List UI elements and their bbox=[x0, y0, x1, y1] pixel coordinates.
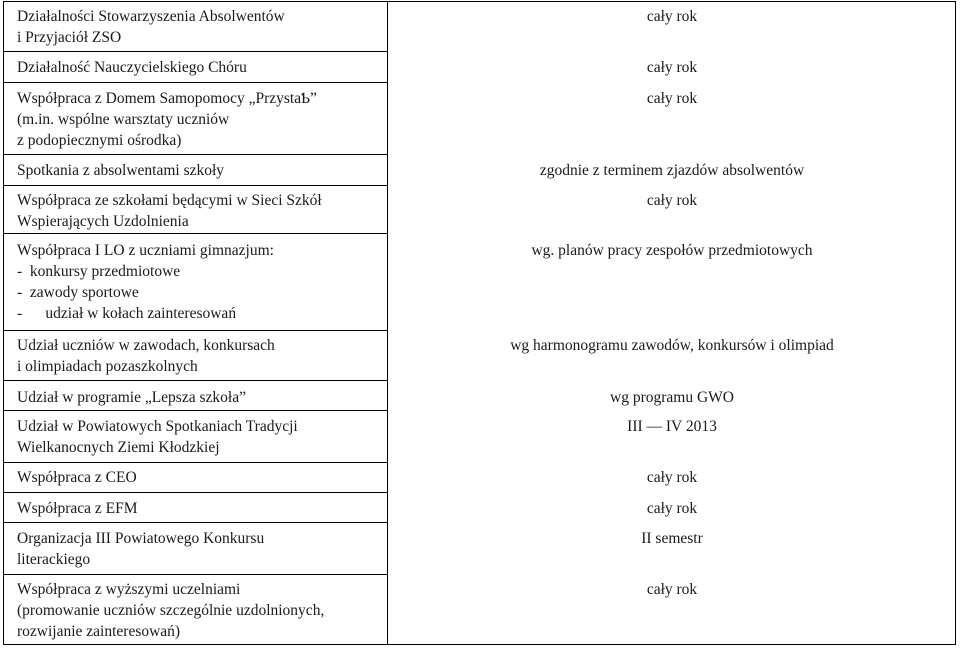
term-cell bbox=[388, 57, 956, 78]
row-divider bbox=[4, 51, 388, 52]
term-cell bbox=[388, 387, 956, 408]
term-text: II semestr bbox=[641, 530, 703, 547]
row-divider bbox=[4, 82, 388, 83]
activity-cell bbox=[17, 416, 377, 458]
activity-text: i olimpiadach pozaszkolnych bbox=[17, 358, 198, 375]
activity-text: Współpraca z wyższymi uczelniami bbox=[17, 581, 241, 598]
activity-text: Działalności Stowarzyszenia Absolwentów bbox=[17, 8, 285, 25]
term-cell bbox=[388, 467, 956, 488]
activity-cell bbox=[17, 88, 377, 151]
activity-text: - zawody sportowe bbox=[17, 284, 139, 301]
activity-cell bbox=[17, 335, 377, 377]
term-text: cały rok bbox=[646, 469, 698, 486]
activity-text: - konkursy przedmiotowe bbox=[17, 263, 181, 280]
activity-text: - udział w kołach zainteresowań bbox=[17, 305, 237, 322]
term-text: wg harmonogramu zawodów, konkursów i olimpiad bbox=[510, 337, 834, 354]
activity-text: (m.in. wspólne warsztaty uczniów bbox=[17, 111, 230, 128]
row-divider bbox=[4, 233, 388, 234]
term-text: cały rok bbox=[646, 90, 698, 107]
term-cell bbox=[388, 528, 956, 549]
term-cell bbox=[388, 240, 956, 261]
activity-cell bbox=[17, 528, 377, 570]
term-cell bbox=[388, 335, 956, 356]
term-cell bbox=[388, 190, 956, 211]
row-divider bbox=[4, 492, 388, 493]
term-cell bbox=[388, 88, 956, 109]
term-text: zgodnie z terminem zjazdów absolwentów bbox=[539, 162, 805, 179]
activity-text: Udział uczniów w zawodach, konkursach bbox=[17, 337, 275, 354]
term-text: III — IV 2013 bbox=[627, 418, 717, 435]
activity-cell bbox=[17, 467, 377, 488]
activity-text: literackiego bbox=[17, 551, 91, 568]
activity-cell bbox=[17, 160, 377, 181]
activity-text: Działalność Nauczycielskiego Chóru bbox=[17, 59, 247, 76]
activity-text: Współpraca ze szkołami będącymi w Sieci Szkół bbox=[17, 192, 322, 209]
term-text: cały rok bbox=[646, 8, 698, 25]
term-text: wg. planów pracy zespołów przedmiotowych bbox=[531, 242, 813, 259]
activity-cell bbox=[17, 240, 377, 324]
activity-text: z podopiecznymi ośrodka) bbox=[17, 132, 182, 149]
activity-text: Współpraca I LO z uczniami gimnazjum: bbox=[17, 242, 274, 259]
activity-text: (promowanie uczniów szczególnie uzdolnionych, bbox=[17, 602, 325, 619]
activity-text: Współpraca z EFM bbox=[17, 500, 138, 517]
term-text: wg programu GWO bbox=[610, 389, 734, 406]
activity-text: Wielkanocnych Ziemi Kłodzkiej bbox=[17, 439, 220, 456]
activity-text: i Przyjaciół ZSO bbox=[17, 29, 122, 46]
activity-cell bbox=[17, 6, 377, 48]
activity-text: Udział w programie „Lepsza szkoła” bbox=[17, 389, 246, 406]
activity-text: Spotkania z absolwentami szkoły bbox=[17, 162, 225, 179]
activity-text: rozwijanie zainteresowań) bbox=[17, 623, 181, 640]
row-divider bbox=[4, 154, 388, 155]
activity-text: Organizacja III Powiatowego Konkursu bbox=[17, 530, 265, 547]
term-cell bbox=[388, 160, 956, 181]
term-text: cały rok bbox=[646, 59, 698, 76]
row-divider bbox=[4, 410, 388, 411]
row-divider bbox=[4, 574, 388, 575]
term-cell bbox=[388, 579, 956, 600]
term-cell bbox=[388, 416, 956, 437]
row-divider bbox=[4, 185, 388, 186]
activity-cell bbox=[17, 57, 377, 78]
row-divider bbox=[4, 462, 388, 463]
term-text: cały rok bbox=[646, 192, 698, 209]
activity-cell bbox=[17, 190, 377, 232]
activity-cell bbox=[17, 387, 377, 408]
activity-text: Wspierających Uzdolnienia bbox=[17, 213, 189, 230]
activity-text: Współpraca z CEO bbox=[17, 469, 137, 486]
activity-cell bbox=[17, 498, 377, 519]
term-cell bbox=[388, 498, 956, 519]
row-divider bbox=[4, 522, 388, 523]
activity-text: Współpraca z Domem Samopomocy „PrzystaƄ” bbox=[17, 90, 317, 107]
row-divider bbox=[4, 330, 388, 331]
term-text: cały rok bbox=[646, 581, 698, 598]
term-text: cały rok bbox=[646, 500, 698, 517]
activity-text: Udział w Powiatowych Spotkaniach Tradycji bbox=[17, 418, 298, 435]
row-divider bbox=[4, 380, 388, 381]
term-cell bbox=[388, 6, 956, 27]
activity-cell bbox=[17, 579, 377, 642]
